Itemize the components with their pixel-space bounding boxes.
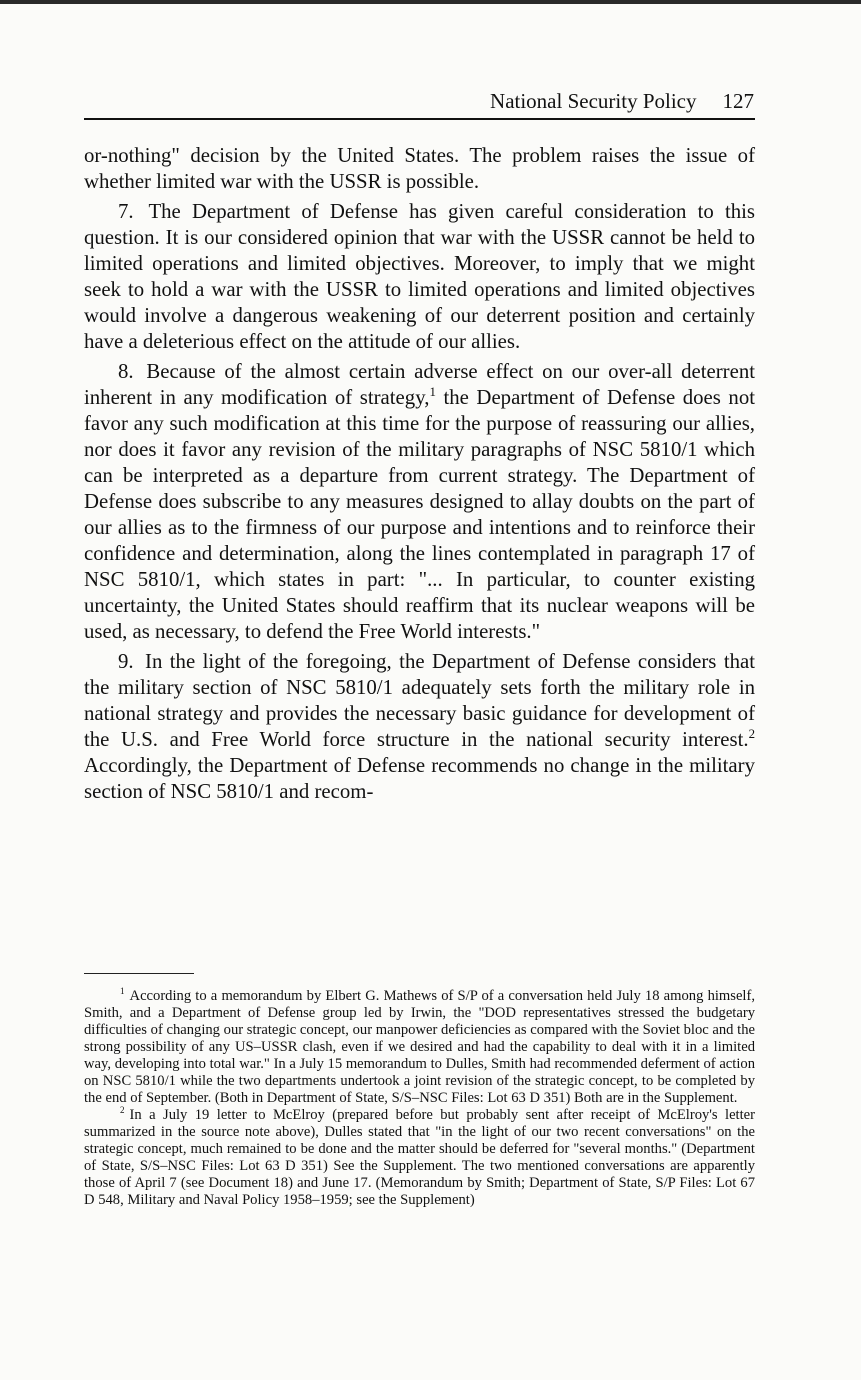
paragraph-continuation: or-nothing" decision by the United States. The problem raises the issue of whether limited war with the USSR is possible. xyxy=(84,144,755,193)
footnote-text: According to a memorandum by Elbert G. Mathews of S/P of a conversation held July 18 among himself, Smith, and a Department of Defense group led by Irwin, the "DOD representatives stressed the budgetary difficulties of changing our strategic concept, our manpower deficiencies as compared with the Soviet bloc and the strong possibility of any US–USSR clash, even if we desired and had the capability to deal with it in a limited way, developing into total war." In a July 15 memorandum to Dulles, Smith had recommended deferment of action on NSC 5810/1 while the two departments undertook a joint revision of the strategic concept, to be completed by the end of September. (Both in Department of State, S/S–NSC Files: Lot 63 D 351) Both are in the Supplement. xyxy=(84,988,755,1106)
paragraph-text: the Department of Defense does not favor any such modification at this time for the purpose of reassuring our allies, nor does it favor any revision of the military paragraphs of NSC 5810/1 which can be interpreted as a departure from current strategy. The Department of Defense does subscribe to any measures designed to allay doubts on the part of our allies as to the firmness of our purpose and intentions and to reinforce their confidence and determination, along the lines contemplated in paragraph 17 of NSC 5810/1, which states in part: "... In particular, to counter existing uncertainty, the United States should reaffirm that its nuclear weapons will be used, as necessary, to defend the Free World interests." xyxy=(84,386,755,643)
paragraph-text: Because of the almost certain adverse effect on our over-all deterrent inherent in any modification of strategy, xyxy=(84,360,755,409)
paragraph-text: Accordingly, the Department of Defense recommends no change in the military section of NSC 5810/1 and recom- xyxy=(84,754,755,803)
paragraph-number: 7. xyxy=(118,200,134,223)
page-top-edge xyxy=(0,0,861,4)
paragraph-7 xyxy=(84,199,755,355)
page-number: 127 xyxy=(722,89,754,113)
paragraph-number: 8. xyxy=(118,360,134,383)
footnote-mark: 2 xyxy=(120,1105,125,1116)
footnote-ref-2[interactable]: 2 xyxy=(748,727,755,742)
paragraph-8 xyxy=(84,359,755,645)
running-title: National Security Policy xyxy=(490,89,697,113)
footnote-ref-1[interactable]: 1 xyxy=(429,385,436,400)
footnote-1 xyxy=(84,988,755,1107)
paragraph-9 xyxy=(84,649,755,805)
footnotes xyxy=(84,988,755,1209)
footnote-mark: 1 xyxy=(120,986,125,997)
header-rule xyxy=(84,118,755,120)
footnote-text: In a July 19 letter to McElroy (prepared before but probably sent after receipt of McElroy's letter summarized in the source note above), Dulles stated that "in the light of our two recent conversations" on the strategic concept, much remained to be done and the matter should be deferred for "several months." (Department of State, S/S–NSC Files: Lot 63 D 351) See the Supplement. The two mentioned conversations are apparently those of April 7 (see Document 18) and June 17. (Memorandum by Smith; Department of State, S/P Files: Lot 67 D 548, Military and Naval Policy 1958–1959; see the Supplement) xyxy=(84,1107,755,1208)
paragraph-text: In the light of the foregoing, the Department of Defense considers that the military section of NSC 5810/1 adequately sets forth the military role in national strategy and provides the necessary basic guidance for development of the U.S. and Free World force structure in the national security interest. xyxy=(84,650,756,751)
footnote-rule xyxy=(84,973,194,974)
footnote-2 xyxy=(84,1107,755,1209)
main-text xyxy=(84,143,755,805)
running-header xyxy=(84,86,754,116)
paragraph-number: 9. xyxy=(118,650,134,673)
paragraph-text: The Department of Defense has given careful consideration to this question. It is our considered opinion that war with the USSR cannot be held to limited operations and limited objectives. Moreover, to imply that we might seek to hold a war with the USSR to limited operations and limited objectives would involve a dangerous weakening of our deterrent position and certainly have a deleterious effect on the attitude of our allies. xyxy=(84,200,756,353)
